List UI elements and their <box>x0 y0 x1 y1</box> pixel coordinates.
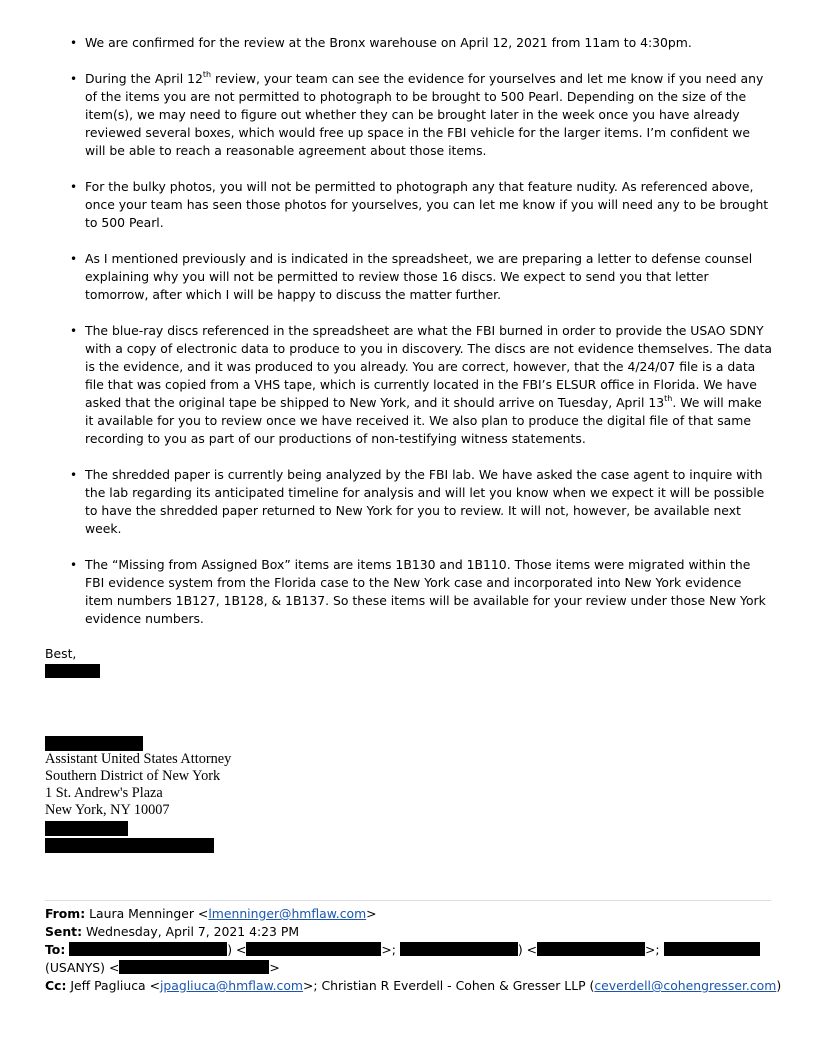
header-divider <box>45 900 771 901</box>
bullet-item: • During the April 12th review, your team can see the evidence for yourselves and let me know if you need any of the items you are not permitted to photograph to be brought to 500 Pearl. Depending on the size of the item(s), we may need to figure out whether they can be brought later in the week once you have already reviewed several boxes, which would free up space in the FBI vehicle for the larger items. I’m confident we will be able to reach a reasonable agreement about those items. <box>85 70 773 160</box>
bullet-item: • The shredded paper is currently being analyzed by the FBI lab. We have asked the case agent to inquire with the lab regarding its anticipated timeline for analysis and will let you know when we expect it will be possible to have the shredded paper returned to New York for you to review. It will not, however, be available next week. <box>85 466 773 538</box>
bullet-item: • We are confirmed for the review at the Bronx warehouse on April 12, 2021 from 11am to 4:30pm. <box>85 34 773 52</box>
bullet-list <box>45 34 773 628</box>
redaction-bar <box>69 942 227 956</box>
bullet-item: • For the bulky photos, you will not be permitted to photograph any that feature nudity. As referenced above, once your team has seen those photos for yourselves, you can let me know if you will need any to be brought to 500 Pearl. <box>85 178 773 232</box>
closing: Best, <box>45 646 77 661</box>
cc-email-link-2[interactable]: ceverdell@cohengresser.com <box>594 978 777 993</box>
to-line-2: (USANYS) < > <box>45 960 280 975</box>
cc-line: Cc: Jeff Pagliuca <jpagliuca@hmflaw.com>; Christian R Everdell - Cohen & Gresser LLP (ceverdell@cohengresser.com) <box>45 978 782 993</box>
redaction-bar <box>45 664 100 678</box>
redaction-bar <box>400 942 518 956</box>
bullet-item: • The “Missing from Assigned Box” items are items 1B130 and 1B110. Those items were migrated within the FBI evidence system from the Florida case to the New York case and incorporated into New York evidence item numbers 1B127, 1B128, & 1B137. So these items will be available for your review under those New York evidence numbers. <box>85 556 773 628</box>
signature-block <box>45 751 773 819</box>
redaction-bar <box>246 942 381 956</box>
to-line: To: ) < >; ) < >; <box>45 941 775 959</box>
bullet-item: • As I mentioned previously and is indicated in the spreadsheet, we are preparing a letter to defense counsel explaining why you will not be permitted to review those 16 discs. We expect to send you that letter tomorrow, after which I will be happy to discuss the matter further. <box>85 250 773 304</box>
email-body <box>45 34 773 853</box>
signature-office: Southern District of New York <box>45 768 221 784</box>
redaction-bar <box>119 960 269 974</box>
bullet-item: • The blue-ray discs referenced in the spreadsheet are what the FBI burned in order to provide the USAO SDNY with a copy of electronic data to produce to you in discovery. The discs are not evidence themselves. The data is the evidence, and it was produced to you already. You are correct, however, that the 4/24/07 file is a data file that was copied from a VHS tape, which is currently located in the FBI’s ELSUR office in Florida. We have asked that the original tape be shipped to New York, and it should arrive on Tuesday, April 13th. We will make it available for you to review once we have received it. We also plan to produce the digital file of that same recording to you as part of our productions of non-testifying witness statements. <box>85 322 773 448</box>
redaction-bar <box>664 942 760 956</box>
redaction-bar <box>45 838 214 853</box>
signature-title: Assistant United States Attorney <box>45 751 232 767</box>
from-line: From: Laura Menninger <lmenninger@hmflaw.com> <box>45 906 377 921</box>
from-email-link[interactable]: lmenninger@hmflaw.com <box>208 906 367 921</box>
signature-address-2: New York, NY 10007 <box>45 802 170 818</box>
signature-address-1: 1 St. Andrew's Plaza <box>45 785 163 801</box>
sent-line: Sent: Wednesday, April 7, 2021 4:23 PM <box>45 924 300 939</box>
redaction-bar <box>45 821 128 836</box>
redaction-bar <box>537 942 645 956</box>
email-header <box>45 905 782 995</box>
cc-email-link-1[interactable]: jpagliuca@hmflaw.com <box>159 978 303 993</box>
redaction-bar <box>45 736 143 751</box>
